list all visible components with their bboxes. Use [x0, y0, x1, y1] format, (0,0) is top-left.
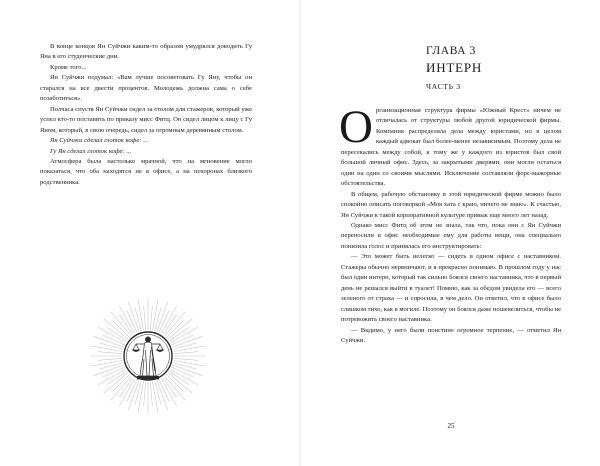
emblem-ray [174, 352, 198, 354]
emblem-ray [166, 321, 183, 338]
paragraph: В общем, рабочую обстановку в этой юридической фирме можно было спокойно описать поговоркой «Моя хата с краю, ничего не знаю». К счастью, Ян Суйчжи к такой корпоративной культуре привык еще много лет назад. [341, 190, 561, 219]
chapter-name: ИНТЕРН [426, 60, 483, 75]
paragraph: — Видимо, у него были поистине огромное терпение, — отметил Ян Суйчжи. [341, 326, 561, 344]
chapter-title: ГЛАВА 3 [426, 45, 476, 57]
emblem-ray [138, 299, 144, 331]
emblem-ray [174, 361, 206, 367]
lady-justice-emblem-icon [84, 292, 212, 420]
paragraph: — Это может быть нелегко — сидеть в одном офисе с наставником. Стажеры обычно нервничают, и я прекрасно понимаю. В прошлом году у нас был один интерн, который так сильно боялся своего наставника, что в первый день не решался выйти в туалет! Помню, как за обедом увидела его — всего зеленого от страха — и спросила, в чем дело. Он ответил, что в офисе было слишком тихо, как в могиле. Поэтому он боялся даже пошевелиться, чтобы не потревожить своего наставника. [341, 253, 561, 324]
paragraph: Гу Ян сделал глоток кофе: ... [50, 147, 132, 155]
right-page [301, 0, 600, 466]
paragraph: Кроме того... [50, 63, 87, 71]
first-paragraph-text: рганизационная структура фирмы «Южный Крест» ничем не отличалась от структуры любой другой юридической фирмы. Компания распределяла дела между юристами, но в целом каждый адвокат был более-менее независимым. Поэтому дела не пересекались между собой, к тому же у каждого из юристов был свой большой личный офис. Здесь, за закрытыми дверями, они могли остаться один на один со своими мыслями. Исключение составляли форс-мажорные обстоятельства. [341, 107, 561, 188]
emblem-ray [144, 306, 146, 330]
emblem-ray [98, 352, 122, 354]
left-page [0, 0, 299, 466]
emblem-ray [150, 382, 152, 406]
emblem-ray [153, 382, 159, 414]
emblem-ray [113, 374, 130, 391]
paragraph: Ян Суйчжи сделал глоток кофе: ... [50, 137, 149, 145]
emblem-ray [150, 306, 152, 330]
emblem-ray [174, 358, 198, 360]
emblem-ray [113, 321, 130, 338]
drop-cap: О [339, 101, 373, 153]
right-page-text [339, 101, 561, 346]
paragraph: Полчаса спустя Ян Суйчжи сидел за столом для стажеров, который уже успел кто-то поставить по приказу мисс Фитц. Он сидел лицом к лицу с Гу Яном, который, в свою очередь, сидел за огромным деревянным столом. [40, 105, 252, 134]
paragraph: Атмосфера была настолько мрачной, что на мгновение могло показаться, что оба находятся не в офисе, а на похоронах близкого родственника. [40, 157, 252, 186]
paragraph: Ян Суйчжи подумал: «Вам лучше посоветовать Гу Яну, чтобы он старался на все двести процентов. Молодежь должна сама о себе позаботиться». [40, 74, 252, 103]
first-paragraph [339, 101, 561, 190]
emblem-ray [98, 358, 122, 360]
paragraph: Однако мисс Фитц об этом не знала, так что, пока они с Ян Суйчжи переносили в офис необходимые ему для работы вещи, она специально понизила голос и принялась его инструктировать: [341, 221, 561, 250]
emblem-ray [138, 382, 144, 414]
page-number: 25 [447, 422, 455, 430]
emblem-ray [174, 346, 206, 352]
emblem-ray [166, 374, 183, 391]
emblem-ray [91, 361, 123, 367]
emblem-ray [153, 299, 159, 331]
emblem-ray [91, 346, 123, 352]
left-page-text [40, 42, 252, 188]
paragraph: В конце концов Ян Суйчжи каким-то образом умудрялся доводить Гу Яна в его студенческие дни. [40, 43, 252, 61]
emblem-ray [144, 382, 146, 406]
chapter-part: ЧАСТЬ 3 [426, 82, 461, 91]
chapter-heading [426, 44, 546, 91]
